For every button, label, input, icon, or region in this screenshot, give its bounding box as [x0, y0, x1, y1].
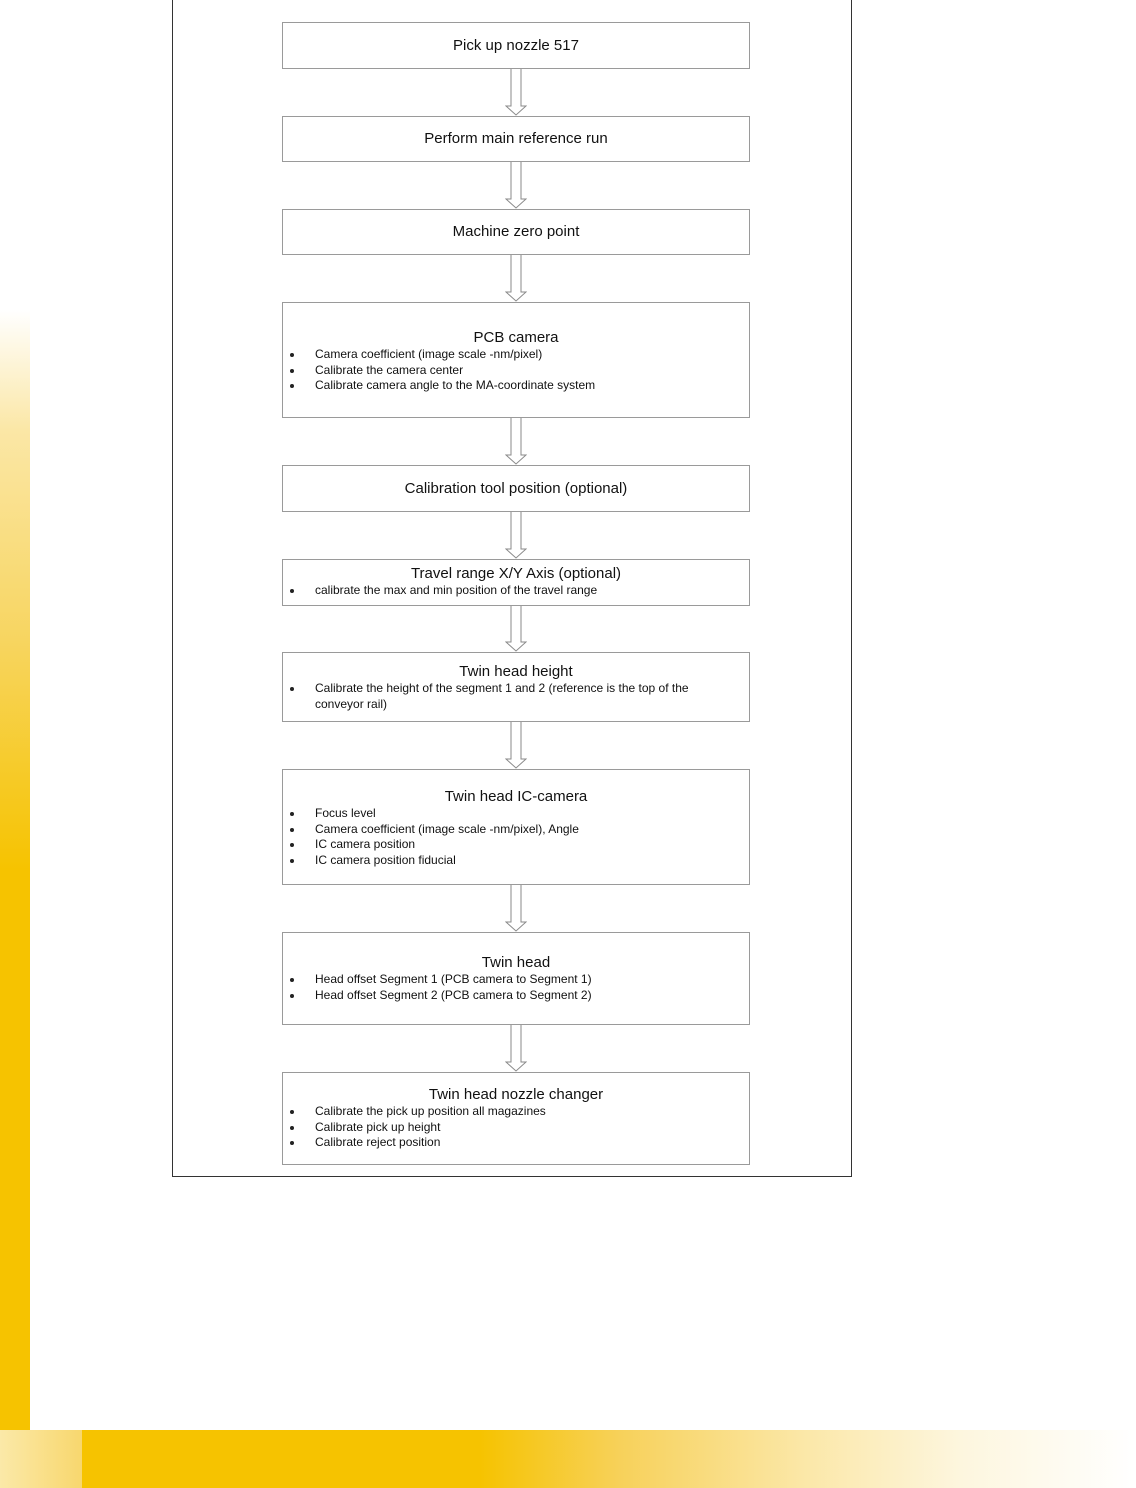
step-bullet: IC camera position fiducial [315, 853, 729, 869]
step-title: Perform main reference run [424, 130, 608, 147]
step-bullet: Head offset Segment 1 (PCB camera to Segment 1) [315, 972, 729, 988]
step-bullet: Calibrate the camera center [315, 363, 729, 379]
step-title: Twin head IC-camera [444, 788, 588, 805]
flow-arrow [505, 69, 527, 116]
arrow-shape [505, 1025, 527, 1072]
flow-arrow [505, 512, 527, 559]
step-bullet: Camera coefficient (image scale -nm/pixel), Angle [315, 822, 729, 838]
arrow-shape [505, 69, 527, 116]
flow-arrow [505, 162, 527, 209]
step-bullet-list [283, 972, 749, 1003]
arrow-shape [505, 512, 527, 559]
step-title: Machine zero point [452, 223, 580, 240]
step-bullet-list [283, 681, 749, 712]
step-bullet: Calibrate camera angle to the MA-coordinate system [315, 378, 729, 394]
step-title: Twin head height [459, 663, 573, 680]
step-bullet-list [283, 583, 749, 599]
flow-arrow [505, 418, 527, 465]
step-machine-zero-point [282, 209, 750, 255]
step-pcb-camera [282, 302, 750, 418]
flow-arrow [505, 255, 527, 302]
flow-arrow [505, 885, 527, 932]
step-bullet: IC camera position [315, 837, 729, 853]
step-title: Pick up nozzle 517 [453, 36, 579, 54]
decorative-bottom-band [0, 1430, 1136, 1488]
step-bullet-list [283, 1104, 749, 1151]
step-title: Twin head [481, 954, 551, 971]
step-title: Calibration tool position (optional) [404, 479, 628, 497]
step-title: Twin head nozzle changer [428, 1086, 604, 1103]
step-bullet: Focus level [315, 806, 729, 822]
arrow-shape [505, 162, 527, 209]
flow-arrow [505, 722, 527, 769]
step-pick-up-nozzle [282, 22, 750, 69]
step-bullet-list [283, 806, 749, 868]
arrow-shape [505, 606, 527, 652]
step-bullet-list [283, 347, 749, 394]
step-bullet: Calibrate the height of the segment 1 and 2 (reference is the top of the conveyor rail) [315, 681, 729, 712]
step-bullet: Calibrate reject position [315, 1135, 729, 1151]
flow-arrow [505, 606, 527, 652]
decorative-side-band [0, 310, 30, 1430]
step-bullet: Head offset Segment 2 (PCB camera to Segment 2) [315, 988, 729, 1004]
arrow-shape [505, 722, 527, 769]
step-title: Travel range X/Y Axis (optional) [410, 565, 622, 582]
step-main-reference-run [282, 116, 750, 162]
step-twin-head [282, 932, 750, 1025]
step-title: PCB camera [473, 329, 559, 346]
step-calibration-tool-position [282, 465, 750, 512]
step-twin-head-ic-camera [282, 769, 750, 885]
step-travel-range [282, 559, 750, 606]
step-twin-head-height [282, 652, 750, 722]
step-bullet: Calibrate the pick up position all magazines [315, 1104, 729, 1120]
arrow-shape [505, 255, 527, 302]
step-bullet: calibrate the max and min position of the travel range [315, 583, 729, 599]
step-bullet: Camera coefficient (image scale -nm/pixel) [315, 347, 729, 363]
flow-arrow [505, 1025, 527, 1072]
step-bullet: Calibrate pick up height [315, 1120, 729, 1136]
arrow-shape [505, 418, 527, 465]
arrow-shape [505, 885, 527, 932]
step-twin-head-nozzle-changer [282, 1072, 750, 1165]
decorative-bottom-corner [0, 1430, 82, 1488]
